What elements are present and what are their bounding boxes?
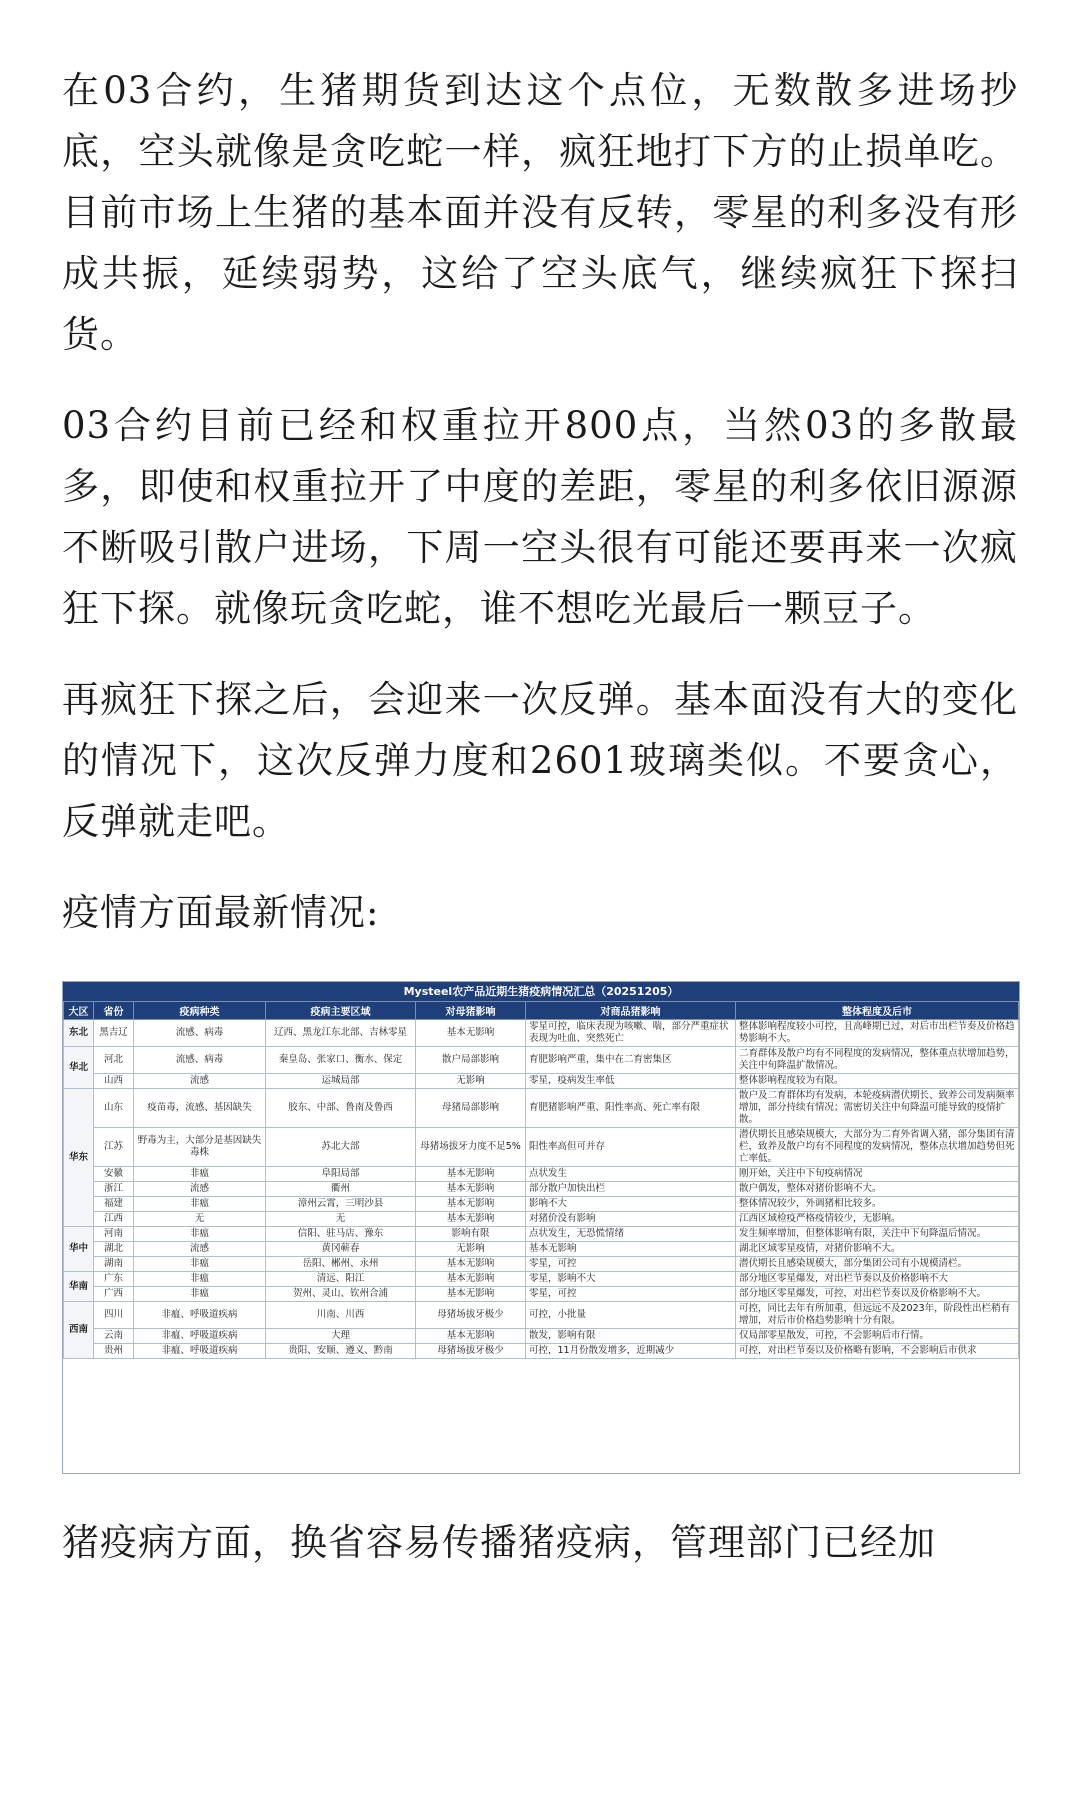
table-cell: 部分地区零星爆发，可控，对出栏节奏以及价格影响不大。 [736,1287,1019,1302]
table-cell: 零星，可控 [526,1287,736,1302]
paragraph-after-table: 猪疫病方面，换省容易传播猪疫病，管理部门已经加 [62,1521,936,1564]
table-cell: 非瘟 [134,1197,266,1212]
table-row [64,1344,1019,1359]
table-row [64,1020,1019,1047]
table-cell: 漳州云霄，三明沙县 [266,1197,416,1212]
table-cell: 流感 [134,1074,266,1089]
table-cell: 湖北区域零星疫情，对猪价影响不大。 [736,1242,1019,1257]
paragraph-2: 03合约目前已经和权重拉开800点，当然03的多散最多，即使和权重拉开了中度的差距，零星的利多依旧源源不断吸引散户进场，下周一空头很有可能还要再来一次疯狂下探。就像玩贪吃蛇，谁不想吃光最后一颗豆子。 [62,404,1018,630]
table-row [64,1182,1019,1197]
table-cell: 影响不大 [526,1197,736,1212]
table-row [64,1089,1019,1128]
table-cell: 非瘟 [134,1287,266,1302]
table-cell: 无影响 [416,1242,526,1257]
paragraph-1: 在03合约，生猪期货到达这个点位，无数散多进场抄底，空头就像是贪吃蛇一样，疯狂地打下方的止损单吃。目前市场上生猪的基本面并没有反转，零星的利多没有形成共振，延续弱势，这给了空头底气，继续疯狂下探扫货。 [62,69,1018,356]
table-cell: 整体影响程度较小可控，且高峰期已过，对后市出栏节奏及价格趋势影响不大。 [736,1020,1019,1047]
table-cell: 部分散户加快出栏 [526,1182,736,1197]
region-cell: 西南 [64,1302,94,1359]
region-cell: 华南 [64,1272,94,1302]
table-cell: 运城局部 [266,1074,416,1089]
table-cell: 点状发生 [526,1167,736,1182]
table-cell: 基本无影响 [526,1242,736,1257]
table-cell: 阜阳局部 [266,1167,416,1182]
table-row [64,1074,1019,1089]
table-cell: 江苏 [94,1128,134,1167]
table-row [64,1272,1019,1287]
table-cell: 基本无影响 [416,1287,526,1302]
table-cell: 湖南 [94,1257,134,1272]
table-cell: 川南、川西 [266,1302,416,1329]
table-cell: 散户局部影响 [416,1047,526,1074]
header-province: 省份 [94,1002,134,1020]
table-cell: 广东 [94,1272,134,1287]
table-cell: 流感、病毒 [134,1020,266,1047]
table-cell: 非瘟 [134,1272,266,1287]
table-cell: 贺州、灵山、钦州合浦 [266,1287,416,1302]
region-cell: 华中 [64,1227,94,1272]
table-cell: 基本无影响 [416,1272,526,1287]
epidemic-table [63,1001,1019,1359]
table-cell: 广西 [94,1287,134,1302]
header-main-area: 疫病主要区域 [266,1002,416,1020]
table-cell: 发生频率增加，但整体影响有限，关注中下旬降温后情况。 [736,1227,1019,1242]
table-row [64,1167,1019,1182]
table-row [64,1047,1019,1074]
table-cell: 无 [266,1212,416,1227]
table-cell: 潜伏期长且感染规模大，部分集团公司有小规模清栏。 [736,1257,1019,1272]
table-cell: 散户偶发，整体对猪价影响不大。 [736,1182,1019,1197]
table-cell: 四川 [94,1302,134,1329]
table-cell: 黄冈蕲春 [266,1242,416,1257]
header-sow-impact: 对母猪影响 [416,1002,526,1020]
table-cell: 胶东、中部、鲁南及鲁西 [266,1089,416,1128]
table-cell: 影响有限 [416,1227,526,1242]
table-cell: 河北 [94,1047,134,1074]
table-cell: 流感、病毒 [134,1047,266,1074]
table-cell: 流感 [134,1242,266,1257]
table-cell: 可控，对出栏节奏以及价格略有影响，不会影响后市供求 [736,1344,1019,1359]
table-cell: 基本无影响 [416,1329,526,1344]
table-row [64,1257,1019,1272]
table-cell: 阳性率高但可并存 [526,1128,736,1167]
epidemic-table-image[interactable] [62,981,1020,1474]
table-header-row [64,1002,1019,1020]
table-cell: 可控，小批量 [526,1302,736,1329]
table-cell: 对猪价没有影响 [526,1212,736,1227]
table-cell: 云南 [94,1329,134,1344]
table-row [64,1287,1019,1302]
table-cell: 部分地区零星爆发，对出栏节奏以及价格影响不大 [736,1272,1019,1287]
table-cell: 基本无影响 [416,1020,526,1047]
table-cell: 山西 [94,1074,134,1089]
table-cell: 基本无影响 [416,1197,526,1212]
table-cell: 野毒为主，大部分是基因缺失毒株 [134,1128,266,1167]
table-cell: 非瘟 [134,1257,266,1272]
table-cell: 整体情况较少，外调猪相比较多。 [736,1197,1019,1212]
table-cell: 母猪场拔牙极少 [416,1302,526,1329]
table-cell: 湖北 [94,1242,134,1257]
table-cell: 江西 [94,1212,134,1227]
table-cell: 散户及二育群体均有发病，本轮疫病潜伏期长、致养公司发病频率增加，部分持续有情况；需密切关注中旬降温可能导致的疫情扩散。 [736,1089,1019,1128]
table-cell: 非瘟、呼吸道疾病 [134,1302,266,1329]
table-cell: 无影响 [416,1074,526,1089]
table-cell: 零星可控，临床表现为咳嗽、喘，部分严重症状表现为吐血、突然死亡 [526,1020,736,1047]
table-cell: 基本无影响 [416,1257,526,1272]
table-cell: 秦皇岛、张家口、衡水、保定 [266,1047,416,1074]
table-cell: 衢州 [266,1182,416,1197]
table-row [64,1242,1019,1257]
table-cell: 零星，疫病发生率低 [526,1074,736,1089]
section-heading: 疫情方面最新情况: [62,891,380,934]
table-cell: 非瘟、呼吸道疾病 [134,1344,266,1359]
table-cell: 浙江 [94,1182,134,1197]
table-cell: 基本无影响 [416,1167,526,1182]
table-cell: 山东 [94,1089,134,1128]
table-row [64,1197,1019,1212]
table-cell: 黑吉辽 [94,1020,134,1047]
table-row [64,1128,1019,1167]
table-row [64,1302,1019,1329]
table-cell: 可控，11月份散发增多，近期减少 [526,1344,736,1359]
table-cell: 江西区域检疫严格疫情较少，无影响。 [736,1212,1019,1227]
table-cell: 河南 [94,1227,134,1242]
table-cell: 整体影响程度较为有限。 [736,1074,1019,1089]
table-cell: 母猪场拔牙极少 [416,1344,526,1359]
table-cell: 信阳、驻马店、豫东 [266,1227,416,1242]
table-cell: 非瘟 [134,1227,266,1242]
header-hog-impact: 对商品猪影响 [526,1002,736,1020]
table-row [64,1227,1019,1242]
table-cell: 仅局部零星散发，可控，不会影响后市行情。 [736,1329,1019,1344]
table-cell: 可控，同比去年有所加重，但远远不及2023年，阶段性出栏稍有增加，对后市价格趋势影响十分有限。 [736,1302,1019,1329]
table-body [64,1020,1019,1359]
table-cell: 贵阳、安顺、遵义、黔南 [266,1344,416,1359]
table-cell: 非瘟 [134,1167,266,1182]
table-cell: 清远、阳江 [266,1272,416,1287]
table-row [64,1212,1019,1227]
paragraph-3: 再疯狂下探之后，会迎来一次反弹。基本面没有大的变化的情况下，这次反弹力度和2601玻璃类似。不要贪心，反弹就走吧。 [62,678,1018,843]
table-cell: 点状发生，无恐慌情绪 [526,1227,736,1242]
table-cell: 母猪场拔牙力度不足5% [416,1128,526,1167]
table-cell: 福建 [94,1197,134,1212]
table-cell: 苏北大部 [266,1128,416,1167]
table-cell: 疫苗毒，流感、基因缺失 [134,1089,266,1128]
header-disease-type: 疫病种类 [134,1002,266,1020]
table-title: Mysteel农产品近期生猪疫病情况汇总（20251205） [63,982,1019,1001]
region-cell: 华东 [64,1089,94,1227]
table-cell: 辽西、黑龙江东北部、吉林零星 [266,1020,416,1047]
header-region: 大区 [64,1002,94,1020]
table-cell: 非瘟、呼吸道疾病 [134,1329,266,1344]
table-cell: 潜伏期长且感染规模大，大部分为二育外省调入猪，部分集团有清栏，致养及散户均有不同程度的发病情况，整体点状增加趋势但死亡率低。 [736,1128,1019,1167]
table-cell: 贵州 [94,1344,134,1359]
table-cell: 零星，可控 [526,1257,736,1272]
region-cell: 华北 [64,1047,94,1089]
table-cell: 岳阳、郴州、永州 [266,1257,416,1272]
table-row [64,1329,1019,1344]
table-cell: 基本无影响 [416,1212,526,1227]
table-cell: 流感 [134,1182,266,1197]
region-cell: 东北 [64,1020,94,1047]
table-cell: 大理 [266,1329,416,1344]
header-outlook: 整体程度及后市 [736,1002,1019,1020]
table-cell: 育肥影响严重，集中在二育密集区 [526,1047,736,1074]
table-cell: 基本无影响 [416,1182,526,1197]
table-cell: 二育群体及散户均有不同程度的发病情况，整体重点状增加趋势，关注中旬降温扩散情况。 [736,1047,1019,1074]
table-cell: 母猪局部影响 [416,1089,526,1128]
table-cell: 育肥猪影响严重、阳性率高、死亡率有限 [526,1089,736,1128]
table-cell: 安徽 [94,1167,134,1182]
table-cell: 零星，影响不大 [526,1272,736,1287]
table-cell: 无 [134,1212,266,1227]
table-cell: 刚开始，关注中下旬疫病情况 [736,1167,1019,1182]
table-cell: 散发，影响有限 [526,1329,736,1344]
